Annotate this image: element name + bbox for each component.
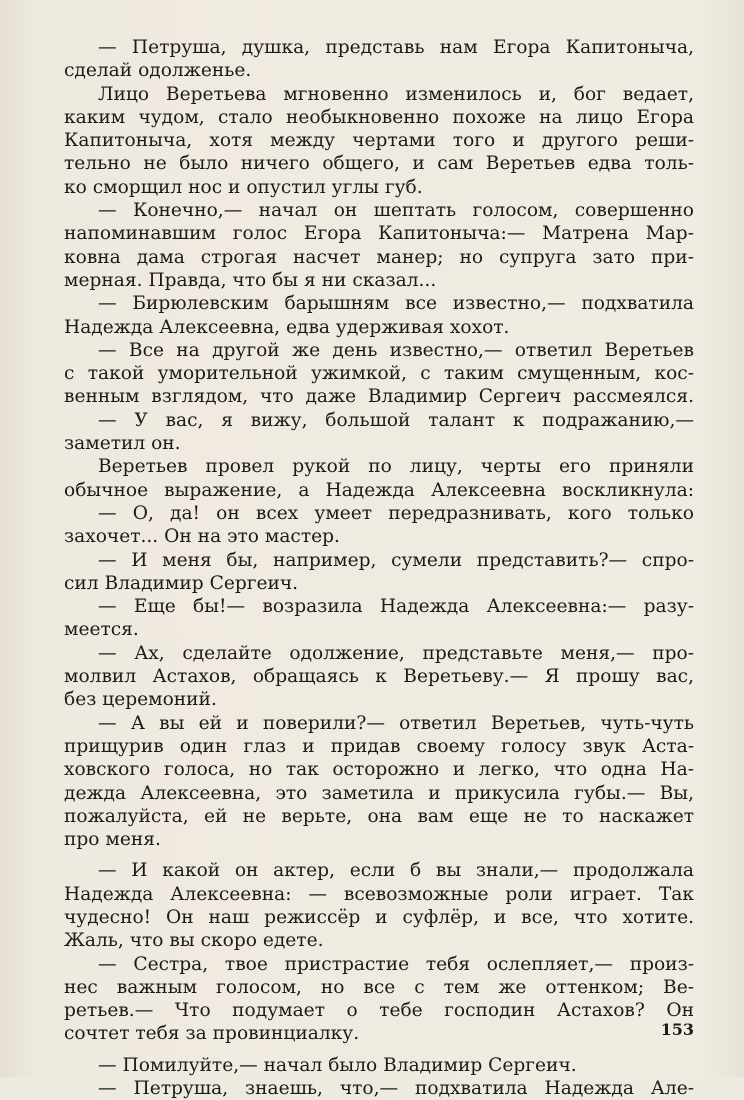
paragraph-gap bbox=[64, 1046, 694, 1054]
text-line: нес важным голосом, но все с тем же оттенком; Ве- bbox=[64, 976, 694, 998]
text-line: ковна дама строгая насчет манер; но супруга зато при- bbox=[64, 246, 694, 268]
text-line: Надежда Алексеевна: — всевозможные роли играет. Так bbox=[64, 883, 694, 905]
text-line: — О, да! он всех умеет передразнивать, кого только bbox=[98, 502, 694, 524]
text-line: сочтет тебя за провинциалку. bbox=[64, 1023, 360, 1045]
text-line: ховского голоса, но так осторожно и легко, что одна На- bbox=[64, 759, 694, 781]
text-line: сделай одолженье. bbox=[64, 60, 252, 82]
paragraph-gap bbox=[64, 851, 694, 859]
text-line: ретьев.— Что подумает о тебе господин Астахов? Он bbox=[64, 1000, 694, 1022]
text-line: — Ах, сделайте одолжение, представьте меня,— про- bbox=[98, 642, 694, 664]
text-line: прищурив один глаз и придав своему голосу звук Аста- bbox=[64, 735, 694, 757]
text-line: дежда Алексеевна, это заметила и прикусила губы.— Вы, bbox=[64, 782, 694, 804]
text-line: захочет... Он на это мастер. bbox=[64, 526, 340, 548]
text-line: пожалуйста, ей не верьте, она вам еще не то наскажет bbox=[64, 805, 694, 827]
text-line: с такой уморительной ужимкой, с таким смущенным, кос- bbox=[64, 363, 694, 385]
page-body-text bbox=[64, 36, 694, 1100]
text-line: тельно не было ничего общего, и сам Веретьев едва толь- bbox=[64, 153, 694, 175]
text-line: Надежда Алексеевна, едва удерживая хохот. bbox=[64, 316, 510, 338]
text-line: меется. bbox=[64, 619, 139, 641]
text-line: — И какой он актер, если б вы знали,— продолжала bbox=[98, 860, 694, 882]
text-line: — Конечно,— начал он шептать голосом, совершенно bbox=[98, 200, 694, 222]
text-line: молвил Астахов, обращаясь к Веретьеву.— Я прошу вас, bbox=[64, 666, 694, 688]
text-line: Лицо Веретьева мгновенно изменилось и, бог ведает, bbox=[98, 83, 694, 105]
text-line: Капитоныча, хотя между чертами того и другого реши- bbox=[64, 130, 694, 152]
text-line: — Петруша, душка, представь нам Егора Капитоныча, bbox=[98, 37, 694, 58]
text-line: без церемоний. bbox=[64, 689, 217, 711]
text-line: — Сестра, твое пристрастие тебя ослепляет,— произ- bbox=[98, 953, 694, 975]
text-line: — У вас, я вижу, большой талант к подражанию,— bbox=[98, 409, 694, 431]
text-line: чудесно! Он наш режиссёр и суфлёр, и все, что хотите. bbox=[64, 906, 694, 928]
text-line: заметил он. bbox=[64, 433, 181, 455]
text-line: напоминавшим голос Егора Капитоныча:— Матрена Мар- bbox=[64, 223, 694, 245]
text-line: мерная. Правда, что бы я ни сказал... bbox=[64, 269, 437, 291]
text-line: Веретьев провел рукой по лицу, черты его приняли bbox=[98, 456, 694, 478]
text-line: — Еще бы!— возразила Надежда Алексеевна:— разу- bbox=[98, 596, 694, 618]
text-line: обычное выражение, а Надежда Алексеевна воскликнула: bbox=[64, 479, 694, 501]
text-line: — Помилуйте,— начал было Владимир Сергеич. bbox=[98, 1054, 577, 1076]
text-line: Жаль, что вы скоро едете. bbox=[64, 930, 324, 952]
text-line: венным взглядом, что даже Владимир Сергеич рассмеялся. bbox=[64, 386, 694, 408]
text-line: сил Владимир Сергеич. bbox=[64, 572, 299, 594]
text-line: про меня. bbox=[64, 829, 161, 851]
text-line: каким чудом, стало необыкновенно похоже на лицо Егора bbox=[64, 106, 694, 128]
text-line: ко сморщил нос и опустил углы губ. bbox=[64, 176, 423, 198]
text-line: — Петруша, знаешь, что,— подхватила Надежда Але- bbox=[98, 1078, 694, 1100]
page-number: 153 bbox=[660, 1020, 694, 1039]
text-line: — Бирюлевским барышням все известно,— подхватила bbox=[98, 293, 694, 315]
text-line: — А вы ей и поверили?— ответил Веретьев, чуть-чуть bbox=[98, 712, 694, 734]
text-line: — И меня бы, например, сумели представить?— спро- bbox=[98, 549, 694, 571]
text-line: — Все на другой же день известно,— ответил Веретьев bbox=[98, 339, 694, 361]
